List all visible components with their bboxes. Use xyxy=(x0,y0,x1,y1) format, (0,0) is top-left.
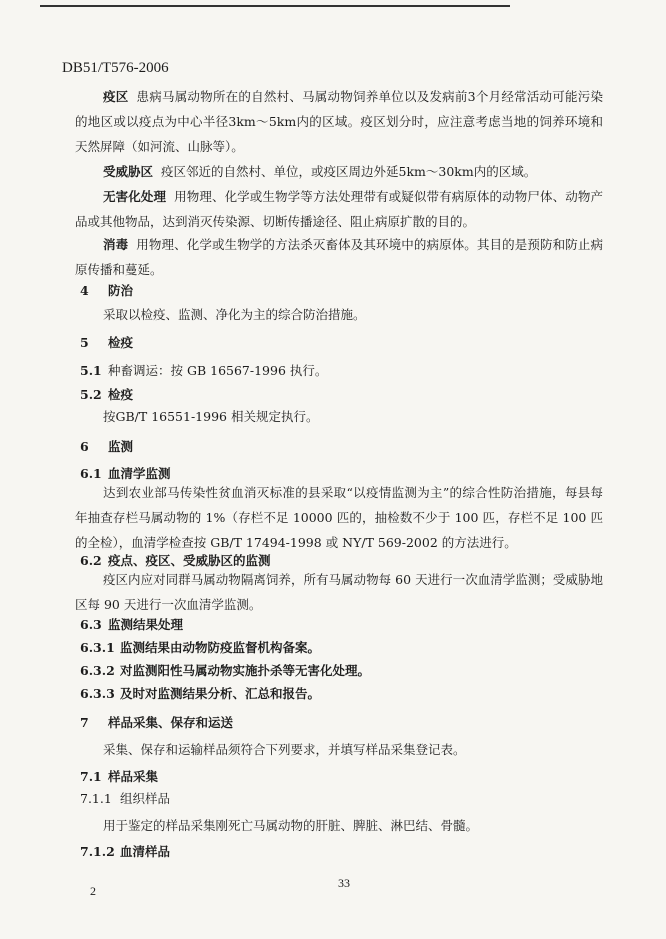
section-6-2-body: 疫区内应对同群马属动物隔离饲养，所有马属动物每 60 天进行一次血清学监测；受威胁地区每 90 天进行一次血清学监测。 xyxy=(75,572,603,612)
section-heading-7-1-1: 7.1.1 组织样品 xyxy=(80,791,171,806)
section-heading-6-3: 6.3 监测结果处理 xyxy=(80,617,184,632)
definition-epidemic-area xyxy=(75,84,603,159)
section-heading-6: 6 监测 xyxy=(80,439,134,454)
section-heading-6-2: 6.2 疫点、疫区、受威胁区的监测 xyxy=(80,553,271,568)
section-7-1-1-body: 用于鉴定的样品采集刚死亡马属动物的肝脏、脾脏、淋巴结、骨髓。 xyxy=(103,818,479,833)
definition-disinfection xyxy=(75,232,603,282)
definition-text: 用物理、化学或生物学的方法杀灭畜体及其环境中的病原体。其目的是预防和防止病原传播和蔓延。 xyxy=(75,237,603,277)
definition-term: 消毒 xyxy=(103,237,129,252)
section-heading-7-1: 7.1 样品采集 xyxy=(80,769,159,784)
section-heading-5-1: 5.1 种畜调运：按 GB 16567-1996 执行。 xyxy=(80,363,328,378)
section-7-body: 采集、保存和运输样品须符合下列要求，并填写样品采集登记表。 xyxy=(103,742,466,757)
section-6-1-body: 达到农业部马传染性贫血消灭标准的县采取“以疫情监测为主”的综合性防治措施，每县每年抽查存栏马属动物的 1%（存栏不足 10000 匹的，抽检数不少于 100 匹，存栏不足 100 匹的全检），血清学检查按 GB/T 17494-1998 或 NY/T 569-2002 的方法进行。 xyxy=(75,485,603,550)
definition-text: 疫区邻近的自然村、单位，或疫区周边外延5km～30km内的区域。 xyxy=(161,164,537,179)
section-heading-6-1: 6.1 血清学监测 xyxy=(80,466,171,481)
document-code: DB51/T576-2006 xyxy=(62,60,169,76)
top-rule xyxy=(40,5,510,7)
section-heading-5: 5 检疫 xyxy=(80,335,134,350)
page-number: 33 xyxy=(338,876,350,890)
definition-term: 受威胁区 xyxy=(103,164,154,179)
section-heading-5-2: 5.2 检疫 xyxy=(80,387,134,402)
section-heading-6-3-3: 6.3.3 及时对监测结果分析、汇总和报告。 xyxy=(80,686,321,701)
section-heading-7-1-2: 7.1.2 血清样品 xyxy=(80,844,171,859)
definition-text: 用物理、化学或生物学等方法处理带有或疑似带有病原体的动物尸体、动物产品或其他物品，达到消灭传染源、切断传播途径、阻止病原扩散的目的。 xyxy=(75,189,603,229)
definition-term: 无害化处理 xyxy=(103,189,167,204)
definition-harmless-treatment xyxy=(75,184,603,234)
section-4-body: 采取以检疫、监测、净化为主的综合防治措施。 xyxy=(103,307,366,322)
section-5-2-body: 按GB/T 16551-1996 相关规定执行。 xyxy=(103,409,319,424)
corner-mark: 2 xyxy=(90,884,96,898)
section-heading-7: 7 样品采集、保存和运送 xyxy=(80,715,234,730)
definition-term: 疫区 xyxy=(103,89,129,104)
section-heading-6-3-1: 6.3.1 监测结果由动物防疫监督机构备案。 xyxy=(80,640,321,655)
definition-text: 患病马属动物所在的自然村、马属动物饲养单位以及发病前3个月经常活动可能污染的地区或以疫点为中心半径3km～5km内的区域。疫区划分时，应注意考虑当地的饲养环境和天然屏障（如河流、山脉等）。 xyxy=(75,89,603,154)
section-heading-4: 4 防治 xyxy=(80,283,134,298)
definition-threatened-area xyxy=(75,159,603,184)
section-heading-6-3-2: 6.3.2 对监测阳性马属动物实施扑杀等无害化处理。 xyxy=(80,663,371,678)
